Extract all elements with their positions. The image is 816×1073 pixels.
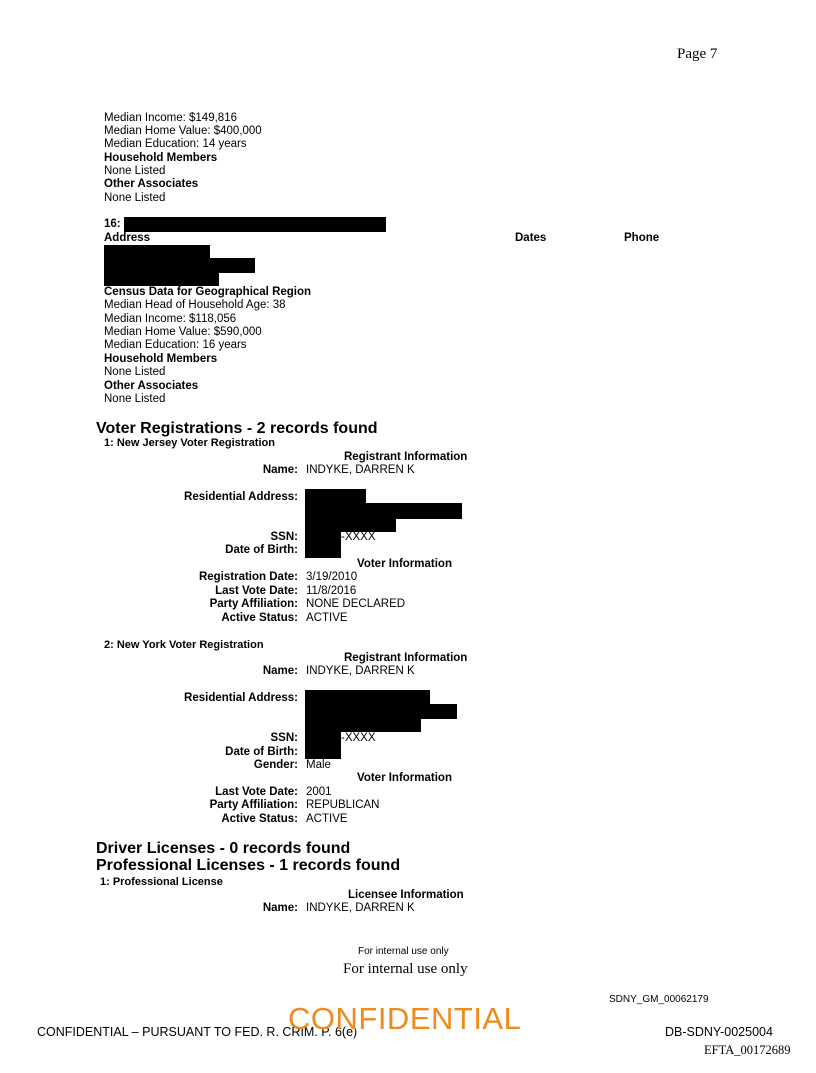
internal-use-note-serif: For internal use only: [343, 961, 468, 977]
dob-label: Date of Birth:: [225, 544, 298, 556]
redaction-box: [305, 732, 341, 746]
internal-use-note: For internal use only: [358, 946, 449, 957]
median-education: Median Education: 16 years: [104, 339, 247, 351]
redaction-box: [305, 518, 396, 532]
professional-licenses-heading: Professional Licenses - 1 records found: [96, 857, 401, 874]
ssn-value: -XXXX: [341, 732, 376, 744]
address-column-header: Address: [104, 232, 151, 244]
bates-number-gm: SDNY_GM_00062179: [609, 994, 709, 1005]
last-vote-date-value: 2001: [306, 786, 332, 798]
confidential-notice: CONFIDENTIAL – PURSUANT TO FED. R. CRIM. P. 6(e): [37, 1025, 358, 1039]
active-status-label: Active Status:: [221, 612, 298, 624]
gender-value: Male: [306, 759, 331, 771]
other-associates-value: None Listed: [104, 192, 166, 204]
record-title: 1: New Jersey Voter Registration: [104, 437, 275, 449]
active-status-value: ACTIVE: [306, 813, 348, 825]
median-income: Median Income: $118,056: [104, 313, 237, 325]
household-members-value: None Listed: [104, 366, 166, 378]
confidential-stamp: CONFIDENTIAL: [288, 1001, 522, 1036]
redaction-box: [305, 745, 341, 759]
name-label: Name:: [262, 464, 298, 476]
name-label: Name:: [262, 665, 298, 677]
last-vote-date-label: Last Vote Date:: [215, 585, 298, 597]
gender-label: Gender:: [253, 759, 298, 771]
median-education: Median Education: 14 years: [104, 138, 247, 150]
active-status-label: Active Status:: [221, 813, 298, 825]
redaction-box: [305, 503, 462, 519]
redaction-box: [124, 217, 386, 232]
name-value: INDYKE, DARREN K: [306, 464, 415, 476]
other-associates-value: None Listed: [104, 393, 166, 405]
registration-date-label: Registration Date:: [198, 571, 298, 583]
efta-number: EFTA_00172689: [704, 1043, 791, 1057]
redaction-box: [104, 272, 219, 286]
ssn-label: SSN:: [270, 732, 298, 744]
party-affiliation-value: NONE DECLARED: [306, 598, 406, 610]
voter-info-heading: Voter Information: [357, 772, 452, 784]
registrant-info-heading: Registrant Information: [344, 652, 468, 664]
page-number: Page 7: [677, 46, 718, 62]
voter-registrations-heading: Voter Registrations - 2 records found: [96, 420, 378, 437]
residential-address-label: Residential Address:: [184, 692, 298, 704]
party-affiliation-value: REPUBLICAN: [306, 799, 380, 811]
last-vote-date-value: 11/8/2016: [306, 585, 357, 597]
registrant-info-heading: Registrant Information: [344, 451, 468, 463]
phone-column-header: Phone: [624, 232, 660, 244]
party-affiliation-label: Party Affiliation:: [209, 598, 298, 610]
licensee-info-heading: Licensee Information: [348, 889, 464, 901]
record-number: 16:: [104, 218, 121, 230]
median-age: Median Head of Household Age: 38: [104, 299, 286, 311]
name-label: Name:: [262, 902, 298, 914]
ssn-label: SSN:: [270, 531, 298, 543]
residential-address-label: Residential Address:: [184, 491, 298, 503]
other-associates-heading: Other Associates: [104, 380, 199, 392]
dates-column-header: Dates: [515, 232, 547, 244]
record-title: 1: Professional License: [100, 876, 223, 888]
redaction-box: [104, 258, 255, 273]
redaction-box: [305, 690, 430, 705]
census-heading: Census Data for Geographical Region: [104, 286, 312, 298]
other-associates-heading: Other Associates: [104, 178, 199, 190]
household-members-heading: Household Members: [104, 353, 218, 365]
household-members-value: None Listed: [104, 165, 166, 177]
median-income: Median Income: $149,816: [104, 112, 237, 124]
redaction-box: [104, 245, 210, 259]
voter-info-heading: Voter Information: [357, 558, 452, 570]
median-home-value: Median Home Value: $400,000: [104, 125, 262, 137]
dob-label: Date of Birth:: [225, 746, 298, 758]
record-title: 2: New York Voter Registration: [104, 639, 264, 651]
median-home-value: Median Home Value: $590,000: [104, 326, 262, 338]
name-value: INDYKE, DARREN K: [306, 902, 415, 914]
redaction-box: [305, 544, 341, 558]
redaction-box: [305, 489, 366, 504]
household-members-heading: Household Members: [104, 152, 218, 164]
driver-licenses-heading: Driver Licenses - 0 records found: [96, 840, 351, 857]
redaction-box: [305, 704, 457, 719]
redaction-box: [305, 718, 421, 732]
redaction-box: [305, 531, 341, 545]
party-affiliation-label: Party Affiliation:: [209, 799, 298, 811]
bates-number-db: DB-SDNY-0025004: [665, 1025, 773, 1039]
last-vote-date-label: Last Vote Date:: [215, 786, 298, 798]
name-value: INDYKE, DARREN K: [306, 665, 415, 677]
active-status-value: ACTIVE: [306, 612, 348, 624]
registration-date-value: 3/19/2010: [306, 571, 358, 583]
ssn-value: -XXXX: [341, 531, 376, 543]
